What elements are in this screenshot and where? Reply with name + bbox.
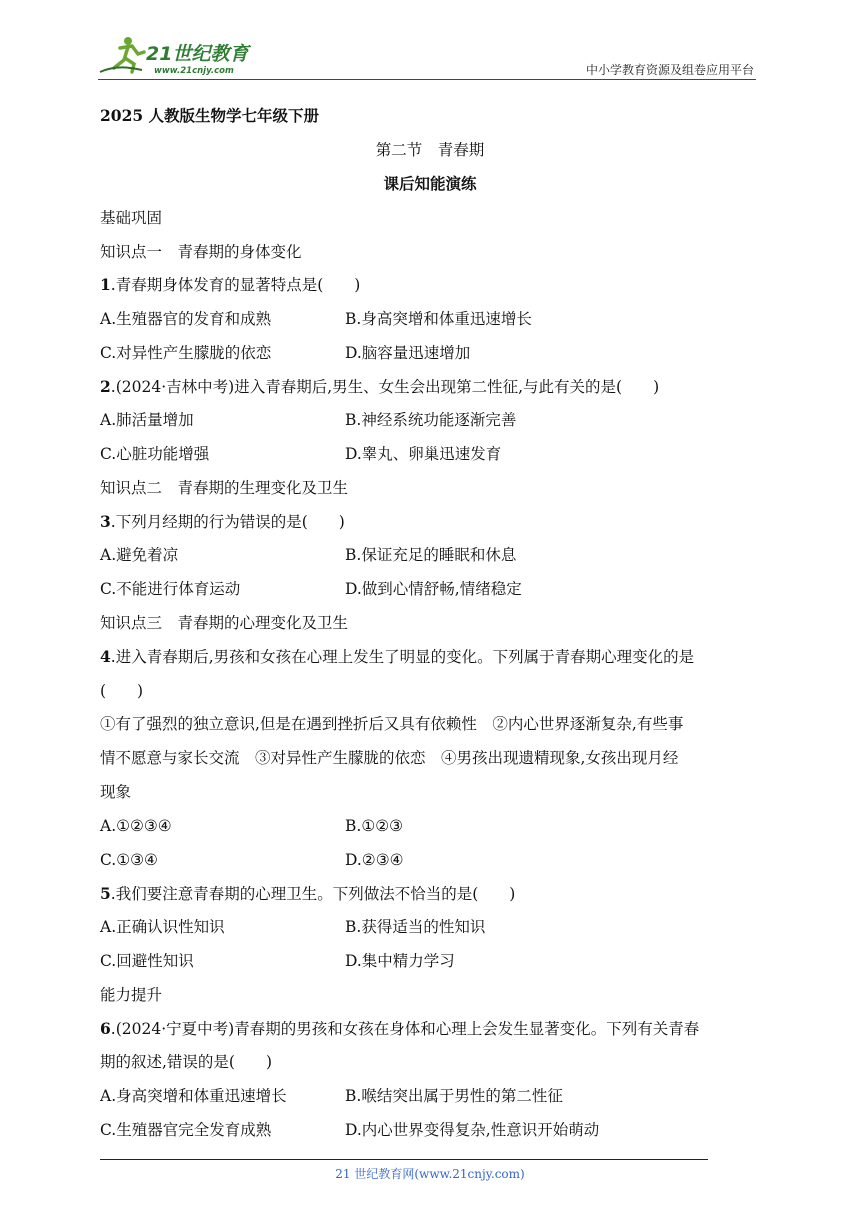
logo-url: www.21cnjy.com bbox=[154, 66, 234, 76]
q3-option-c: C.不能进行体育运动 bbox=[100, 580, 241, 598]
q3-option-a: A.避免着凉 bbox=[100, 546, 179, 564]
question-5-stem: 5.我们要注意青春期的心理卫生。下列做法不恰当的是( ) bbox=[100, 884, 516, 903]
q2-option-d: D.睾丸、卵巢迅速发育 bbox=[345, 445, 502, 463]
footer-link[interactable]: 21 世纪教育网(www.21cnjy.com) bbox=[335, 1167, 525, 1181]
question-6-stem-cont: 期的叙述,错误的是( ) bbox=[100, 1053, 273, 1071]
section-basic: 基础巩固 bbox=[100, 209, 163, 227]
logo-text: 21世纪教育 bbox=[146, 43, 249, 65]
q6-option-a: A.身高突增和体重迅速增长 bbox=[100, 1087, 287, 1105]
q6-option-c: C.生殖器官完全发育成熟 bbox=[100, 1121, 272, 1139]
q4-option-b: B.①②③ bbox=[345, 817, 404, 835]
q3-option-b: B.保证充足的睡眠和休息 bbox=[345, 546, 517, 564]
book-title: 2025 人教版生物学七年级下册 bbox=[100, 106, 320, 125]
runner-logo-icon bbox=[98, 34, 268, 76]
question-2-stem: 2.(2024·吉林中考)进入青春期后,男生、女生会出现第二性征,与此有关的是( ) bbox=[100, 377, 660, 396]
subtitle: 课后知能演练 bbox=[383, 174, 477, 193]
q4-option-d: D.②③④ bbox=[345, 851, 404, 869]
question-3-stem: 3.下列月经期的行为错误的是( ) bbox=[100, 512, 345, 531]
q2-option-c: C.心脏功能增强 bbox=[100, 445, 210, 463]
knowledge-point-3: 知识点三 青春期的心理变化及卫生 bbox=[100, 614, 349, 632]
section-ability: 能力提升 bbox=[100, 986, 163, 1004]
question-4-stem-cont: ( ) bbox=[100, 682, 144, 700]
section-title: 第二节 青春期 bbox=[375, 141, 485, 159]
knowledge-point-1: 知识点一 青春期的身体变化 bbox=[100, 243, 302, 261]
q2-option-b: B.神经系统功能逐渐完善 bbox=[345, 411, 517, 429]
footer-divider bbox=[100, 1159, 708, 1160]
q1-option-b: B.身高突增和体重迅速增长 bbox=[345, 310, 532, 328]
q5-option-d: D.集中精力学习 bbox=[345, 952, 455, 970]
question-4-stem: 4.进入青春期后,男孩和女孩在心理上发生了明显的变化。下列属于青春期心理变化的是 bbox=[100, 647, 695, 666]
q1-option-c: C.对异性产生朦胧的依恋 bbox=[100, 344, 272, 362]
q5-option-b: B.获得适当的性知识 bbox=[345, 918, 486, 936]
q4-option-c: C.①③④ bbox=[100, 851, 158, 869]
q1-option-a: A.生殖器官的发育和成熟 bbox=[100, 310, 272, 328]
q3-option-d: D.做到心情舒畅,情绪稳定 bbox=[345, 580, 522, 598]
q6-option-d: D.内心世界变得复杂,性意识开始萌动 bbox=[345, 1121, 600, 1139]
q4-statements-line-2: 情不愿意与家长交流 ③对异性产生朦胧的依恋 ④男孩出现遗精现象,女孩出现月经 bbox=[100, 749, 679, 767]
q6-option-b: B.喉结突出属于男性的第二性征 bbox=[345, 1087, 563, 1105]
q5-option-c: C.回避性知识 bbox=[100, 952, 194, 970]
header-divider bbox=[98, 79, 756, 80]
header-platform-label: 中小学教育资源及组卷应用平台 bbox=[585, 63, 754, 77]
knowledge-point-2: 知识点二 青春期的生理变化及卫生 bbox=[100, 479, 349, 497]
q5-option-a: A.正确认识性知识 bbox=[100, 918, 225, 936]
q4-statements-line-1: ①有了强烈的独立意识,但是在遇到挫折后又具有依赖性 ②内心世界逐渐复杂,有些事 bbox=[100, 715, 684, 733]
q4-statements-line-3: 现象 bbox=[100, 783, 132, 801]
question-1-stem: 1.青春期身体发育的显著特点是( ) bbox=[100, 275, 361, 294]
question-6-stem: 6.(2024·宁夏中考)青春期的男孩和女孩在身体和心理上会发生显著变化。下列有关青春 bbox=[100, 1019, 700, 1038]
q2-option-a: A.肺活量增加 bbox=[100, 411, 194, 429]
site-logo[interactable] bbox=[98, 34, 268, 76]
q1-option-d: D.脑容量迅速增加 bbox=[345, 344, 471, 362]
q4-option-a: A.①②③④ bbox=[100, 817, 172, 835]
page-header bbox=[98, 34, 756, 80]
